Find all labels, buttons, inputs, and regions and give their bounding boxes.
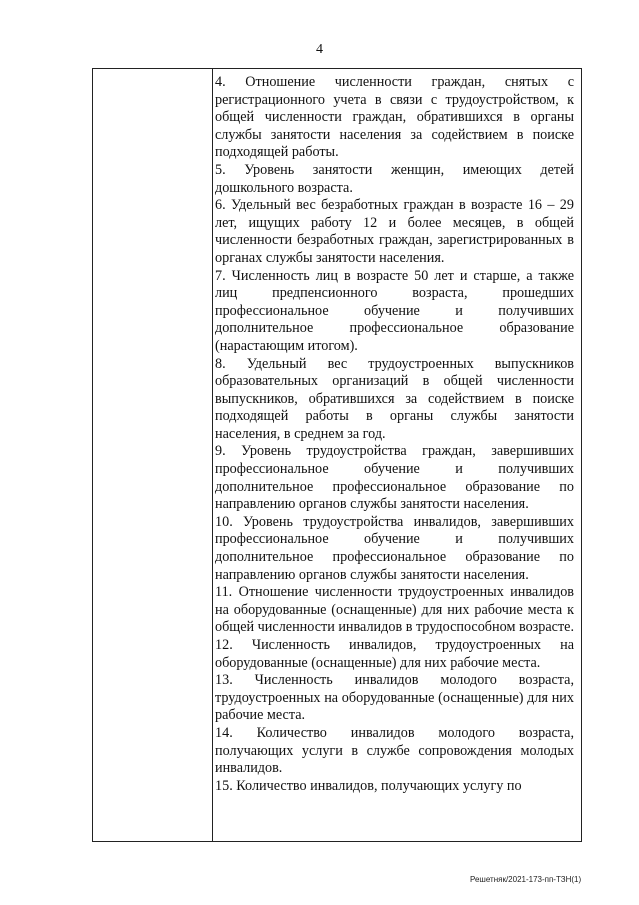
indicator-item-12: 12. Численность инвалидов, трудоустроенных на оборудованные (оснащенные) для них рабочие места. (215, 637, 574, 671)
page-number: 4 (316, 42, 323, 57)
indicators-cell (215, 74, 574, 795)
document-reference: Решетняк/2021-173-пп-ТЗН(1) (470, 875, 582, 884)
indicator-item-6: 6. Удельный вес безработных граждан в возрасте 16 – 29 лет, ищущих работу 12 и более месяцев, в общей численности безработных граждан, зарегистрированных в органах службы занятости населения. (215, 197, 574, 266)
indicator-item-14: 14. Количество инвалидов молодого возраста, получающих услуги в службе сопровождения молодых инвалидов. (215, 724, 574, 777)
indicator-item-5: 5. Уровень занятости женщин, имеющих детей дошкольного возраста. (215, 161, 574, 196)
indicator-item-11: 11. Отношение численности трудоустроенных инвалидов на оборудованные (оснащенные) для них рабочие места к общей численности инвалидов в трудоспособном возрасте. (215, 584, 575, 636)
indicator-item-10: 10. Уровень трудоустройства инвалидов, завершивших профессиональное обучение и получивших дополнительное профессиональное образование по направлению органов службы занятости населения. (215, 513, 574, 583)
indicator-item-7: 7. Численность лиц в возрасте 50 лет и старше, а также лиц предпенсионного возраста, прошедших профессиональное обучение и получивших дополнительное профессиональное образование (нарастающим итогом). (215, 267, 574, 354)
indicator-item-15: 15. Количество инвалидов, получающих услугу по (215, 777, 522, 794)
indicator-item-9: 9. Уровень трудоустройства граждан, завершивших профессиональное обучение и получивших дополнительное профессиональное образование по направлению органов службы занятости населения. (215, 443, 574, 513)
indicator-item-8: 8. Удельный вес трудоустроенных выпускников образовательных организаций в общей численности выпускников, обратившихся за содействием в поиске подходящей работы в органы службы занятости населения, в среднем за год. (215, 355, 574, 442)
indicator-item-4: 4. Отношение численности граждан, снятых с регистрационного учета в связи с трудоустройством, к общей численности граждан, обратившихся в органы службы занятости населения за содействием в поиске подходящей работы. (215, 74, 574, 161)
document-table (92, 68, 582, 842)
indicator-item-13: 13. Численность инвалидов молодого возраста, трудоустроенных на оборудованные (оснащенные) для них рабочие места. (215, 672, 574, 724)
column-divider (212, 69, 213, 841)
